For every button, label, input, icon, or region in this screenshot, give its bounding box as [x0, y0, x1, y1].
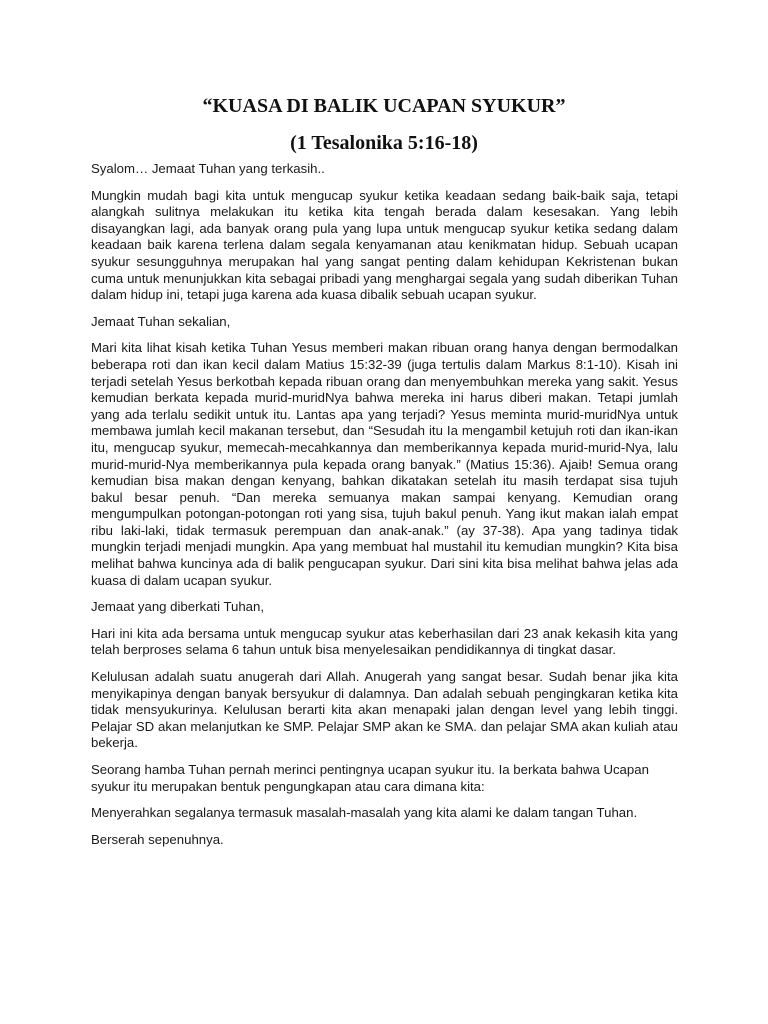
paragraph-grace: Kelulusan adalah suatu anugerah dari Allah. Anugerah yang sangat besar. Sudah benar jika kita menyikapinya dengan banyak bersyukur di dalamnya. Dan adalah sebuah pengingkaran ketika kita tidak mensyukurinya. Kelulusan berarti kita akan menapaki jalan dengan level yang lebih tinggi. Pelajar SD akan melanjutkan ke SMP. Pelajar SMP akan ke SMA. dan pelajar SMA akan kuliah atau bekerja. — [91, 669, 678, 751]
paragraph-submit: Berserah sepenuhnya. — [91, 831, 224, 847]
paragraph-graduation: Hari ini kita ada bersama untuk mengucap syukur atas keberhasilan dari 23 anak kekasih kita yang telah berproses selama 6 tahun untuk bisa menyelesaikan pendidikannya di tingkat dasar. — [91, 625, 678, 658]
document-subtitle: (1 Tesalonika 5:16-18) — [290, 132, 478, 154]
paragraph-intro: Mungkin mudah bagi kita untuk mengucap syukur ketika keadaan sedang baik-baik saja, tetapi alangkah sulitnya melakukan itu ketika kita tengah berada dalam kesesakan. Yang lebih disayangkan lagi, ada banyak orang pula yang lupa untuk mengucap syukur ketika sedang dalam keadaan baik karena terlena dalam segala kenyamanan atau kenikmatan hidup. Sebuah ucapan syukur sesungguhnya merupakan hal yang sangat penting dalam kehidupan Kekristenan bukan cuma untuk menunjukkan kita sebagai pribadi yang menghargai segala yang sudah diberikan Tuhan dalam hidup ini, tetapi juga karena ada kuasa dibalik sebuah ucapan syukur. — [91, 187, 678, 303]
paragraph-story: Mari kita lihat kisah ketika Tuhan Yesus memberi makan ribuan orang hanya dengan bermodalkan beberapa roti dan ikan kecil dalam Matius 15:32-39 (juga tertulis dalam Markus 8:1-10). Kisah ini terjadi setelah Yesus berkotbah kepada ribuan orang dan menyembuhkan mereka yang sakit. Yesus kemudian berkata kepada murid-muridNya bahwa mereka ini harus diberi makan. Tetapi jumlah yang ada terlalu sedikit untuk itu. Lantas apa yang terjadi? Yesus meminta murid-muridNya untuk membawa jumlah kecil makanan tersebut, dan “Sesudah itu Ia mengambil ketujuh roti dan ikan-ikan itu, mengucap syukur, memecah-mecahkannya dan memberikannya kepada murid-murid-Nya, lalu murid-murid-Nya memberikannya pula kepada orang banyak.” (Matius 15:36). Ajaib! Semua orang kemudian bisa makan dengan kenyang, bahkan dikatakan setelah itu masih terdapat sisa tujuh bakul besar penuh. “Dan mereka semuanya makan sampai kenyang. Kemudian orang mengumpulkan potongan-potongan roti yang sisa, tujuh bakul penuh. Yang ikut makan ialah empat ribu laki-laki, tidak termasuk perempuan dan anak-anak.” (ay 37-38). Apa yang tadinya tidak mungkin terjadi menjadi mungkin. Apa yang membuat hal mustahil itu kemudian mungkin? Kita bisa melihat bahwa kuncinya ada di balik pengucapan syukur. Dari sini kita bisa melihat bahwa jelas ada kuasa di dalam ucapan syukur. — [91, 340, 678, 588]
paragraph-salutation-1: Jemaat Tuhan sekalian, — [91, 313, 231, 329]
paragraph-salutation-2: Jemaat yang diberkati Tuhan, — [91, 599, 265, 615]
document-title: “KUASA DI BALIK UCAPAN SYUKUR” — [202, 95, 566, 117]
paragraph-surrender: Menyerahkan segalanya termasuk masalah-masalah yang kita alami ke dalam tangan Tuhan. — [91, 805, 638, 821]
document-body — [91, 161, 678, 858]
paragraph-greeting: Syalom… Jemaat Tuhan yang terkasih.. — [91, 161, 325, 176]
paragraph-servant: Seorang hamba Tuhan pernah merinci pentingnya ucapan syukur itu. Ia berkata bahwa Ucapan syukur itu merupakan bentuk pengungkapan atau cara dimana kita: — [91, 762, 649, 794]
